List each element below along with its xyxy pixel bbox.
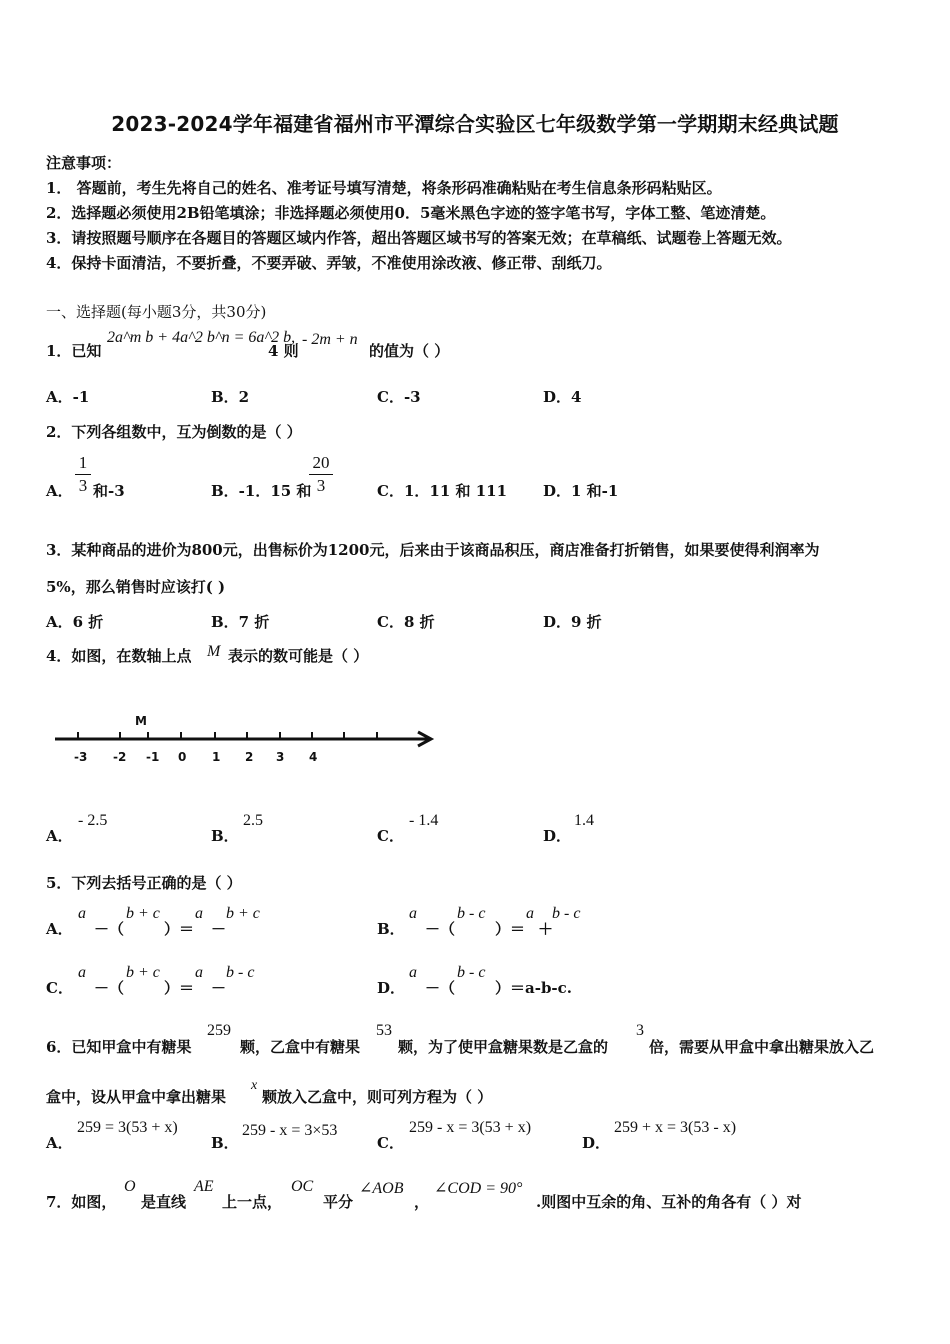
q5-stem: 5．下列去括号正确的是（ ）: [46, 874, 242, 892]
q2-option-a-post: 和-3: [93, 482, 125, 500]
q4-option-c-label: C．: [377, 827, 404, 845]
q7-part-4: 平分: [323, 1193, 354, 1211]
q1-expression: 2a^m b + 4a^2 b^n = 6a^2 b,: [107, 329, 296, 346]
q7-part-2: 是直线: [141, 1193, 187, 1211]
q4-pre: 4．如图，在数轴上点: [46, 647, 192, 665]
q6-part-2: 颗，乙盒中有糖果: [240, 1038, 361, 1056]
q5-a-term-3: a: [195, 905, 203, 922]
tick-label: 0: [178, 750, 187, 764]
q7-part-5: ，: [414, 1193, 430, 1211]
q3-option-a: A．6 折: [46, 613, 104, 631]
q3-option-b: B．7 折: [211, 613, 270, 631]
tick-label: -2: [113, 750, 127, 764]
number-line-figure: [50, 705, 440, 775]
q2-fraction-b-num: 20: [312, 453, 330, 472]
q5-b-op-1: －（: [425, 920, 456, 938]
q4-option-b-label: B．: [211, 827, 239, 845]
q7-part-6: .则图中互余的角、互补的角各有（ ）对: [536, 1193, 802, 1211]
q6-option-a-equation: 259 = 3(53 + x): [77, 1119, 178, 1136]
q5-d-tail: ）＝a-b-c.: [495, 979, 573, 997]
q1-expression-2: - 2m + n: [302, 331, 358, 348]
q5-c-term-3: a: [195, 964, 203, 981]
q1-option-a: A．-1: [46, 388, 90, 406]
q5-option-b-label: B．: [377, 920, 405, 938]
q2-fraction-a-num: 1: [78, 453, 88, 472]
q3-line-1: 3．某种商品的进价为800元，出售标价为1200元，后来由于该商品积压，商店准备打折销售，如果要使得利润率为: [46, 541, 820, 559]
fraction-bar: [75, 474, 91, 475]
q1-option-b: B．2: [211, 388, 250, 406]
q6-option-b-label: B．: [211, 1134, 239, 1152]
q3-option-d: D．9 折: [543, 613, 602, 631]
q1-post: 的值为（ ）: [369, 342, 450, 360]
q2-option-d: D．1 和-1: [543, 482, 619, 500]
q7-part-3: 上一点，: [222, 1193, 283, 1211]
q7-angle-cod: ∠COD = 90°: [434, 1180, 523, 1197]
q4-option-c-value: - 1.4: [409, 812, 439, 829]
q4-option-d-label: D．: [543, 827, 572, 845]
q3-line-2: 5%，那么销售时应该打( ): [46, 578, 226, 596]
q6-value-259: 259: [207, 1022, 231, 1039]
q2-fraction-b: [309, 453, 333, 496]
notice-item-3: 3．请按照题号顺序在各题目的答题区域内作答，超出答题区域书写的答案无效；在草稿纸、试题卷上答题无效。: [46, 229, 792, 247]
q5-c-op-3: －: [211, 979, 227, 997]
q5-d-op-1: －（: [425, 979, 456, 997]
q1-option-d: D．4: [543, 388, 582, 406]
q3-option-c: C．8 折: [377, 613, 435, 631]
q5-b-term-4: b - c: [552, 905, 581, 922]
q5-b-op-2: ）＝: [495, 920, 526, 938]
tick-label: 2: [245, 750, 254, 764]
q1-mid: 4 则: [268, 342, 299, 360]
q5-b-term-1: a: [409, 905, 417, 922]
q4-var: M: [207, 643, 221, 660]
q7-ray-oc: OC: [291, 1178, 314, 1195]
q6-value-3: 3: [636, 1022, 644, 1039]
tick-label: 1: [212, 750, 221, 764]
q4-post: 表示的数可能是（ ）: [228, 647, 369, 665]
notice-item-1: 1． 答题前，考生先将自己的姓名、准考证号填写清楚，将条形码准确粘贴在考生信息条形码粘贴区。: [46, 179, 722, 197]
q6-line-2b: 颗放入乙盒中，则可列方程为（ ）: [262, 1088, 493, 1106]
q2-option-b: B．-1．15 和: [211, 482, 312, 500]
q6-option-c-equation: 259 - x = 3(53 + x): [409, 1119, 532, 1136]
q6-option-d-equation: 259 + x = 3(53 - x): [614, 1119, 737, 1136]
q2-stem: 2．下列各组数中，互为倒数的是（ ）: [46, 423, 302, 441]
q5-a-op-2: ）＝: [164, 920, 195, 938]
q7-angle-aob: ∠AOB: [359, 1180, 404, 1197]
q5-c-term-2: b + c: [126, 964, 160, 981]
q2-fraction-a-den: 3: [78, 476, 88, 495]
q5-option-d-label: D．: [377, 979, 406, 997]
q5-b-term-3: a: [526, 905, 534, 922]
tick-label: -1: [146, 750, 160, 764]
q5-option-a-label: A．: [46, 920, 73, 938]
q5-c-op-2: ）＝: [164, 979, 195, 997]
q1-option-c: C．-3: [377, 388, 421, 406]
q2-fraction-b-den: 3: [316, 476, 326, 495]
q5-a-op-1: －（: [94, 920, 125, 938]
q6-part-1: 6．已知甲盒中有糖果: [46, 1038, 192, 1056]
q2-option-c: C．1．11 和 111: [377, 482, 508, 500]
page-title: 2023-2024学年福建省福州市平潭综合实验区七年级数学第一学期期末经典试题: [111, 112, 839, 136]
q6-line-2a: 盒中，设从甲盒中拿出糖果: [46, 1088, 227, 1106]
q6-part-4: 倍，需要从甲盒中拿出糖果放入乙: [649, 1038, 875, 1056]
q6-var-x: x: [251, 1078, 258, 1093]
q5-c-term-1: a: [78, 964, 86, 981]
section-heading: 一、选择题(每小题3分，共30分): [46, 303, 267, 321]
q2-option-a-label: A．: [46, 482, 73, 500]
q7-part-1: 7．如图，: [46, 1193, 117, 1211]
q6-option-a-label: A．: [46, 1134, 73, 1152]
q5-b-term-2: b - c: [457, 905, 486, 922]
q5-option-c-label: C．: [46, 979, 73, 997]
q6-option-b-equation: 259 - x = 3×53: [242, 1122, 338, 1139]
q5-b-op-3: ＋: [538, 920, 554, 938]
q5-a-term-4: b + c: [226, 905, 260, 922]
fraction-bar: [309, 474, 333, 475]
tick-label: 3: [276, 750, 285, 764]
q5-c-op-1: －（: [94, 979, 125, 997]
q6-option-c-label: C．: [377, 1134, 404, 1152]
q5-d-term-1: a: [409, 964, 417, 981]
notice-heading: 注意事项：: [46, 154, 122, 172]
q2-fraction-a: [75, 453, 91, 496]
q6-part-3: 颗，为了使甲盒糖果数是乙盒的: [398, 1038, 609, 1056]
q5-a-op-3: －: [211, 920, 227, 938]
q4-option-a-value: - 2.5: [78, 812, 108, 829]
q5-c-term-4: b - c: [226, 964, 255, 981]
q5-a-term-1: a: [78, 905, 86, 922]
q5-a-term-2: b + c: [126, 905, 160, 922]
tick-label: 4: [309, 750, 318, 764]
tick-label: -3: [74, 750, 88, 764]
q5-d-term-2: b - c: [457, 964, 486, 981]
q4-option-d-value: 1.4: [574, 812, 594, 829]
notice-item-4: 4．保持卡面清洁，不要折叠，不要弄破、弄皱，不准使用涂改液、修正带、刮纸刀。: [46, 254, 612, 272]
q1-pre: 1．已知: [46, 342, 102, 360]
point-m-label: M: [135, 714, 147, 728]
q7-line-ae: AE: [194, 1178, 214, 1195]
q4-option-a-label: A．: [46, 827, 73, 845]
notice-item-2: 2．选择题必须使用2B铅笔填涂；非选择题必须使用0．5毫米黑色字迹的签字笔书写，字体工整、笔迹清楚。: [46, 204, 776, 222]
q6-value-53: 53: [376, 1022, 392, 1039]
q7-point-o: O: [124, 1178, 136, 1195]
q4-option-b-value: 2.5: [243, 812, 263, 829]
q6-option-d-label: D．: [582, 1134, 611, 1152]
